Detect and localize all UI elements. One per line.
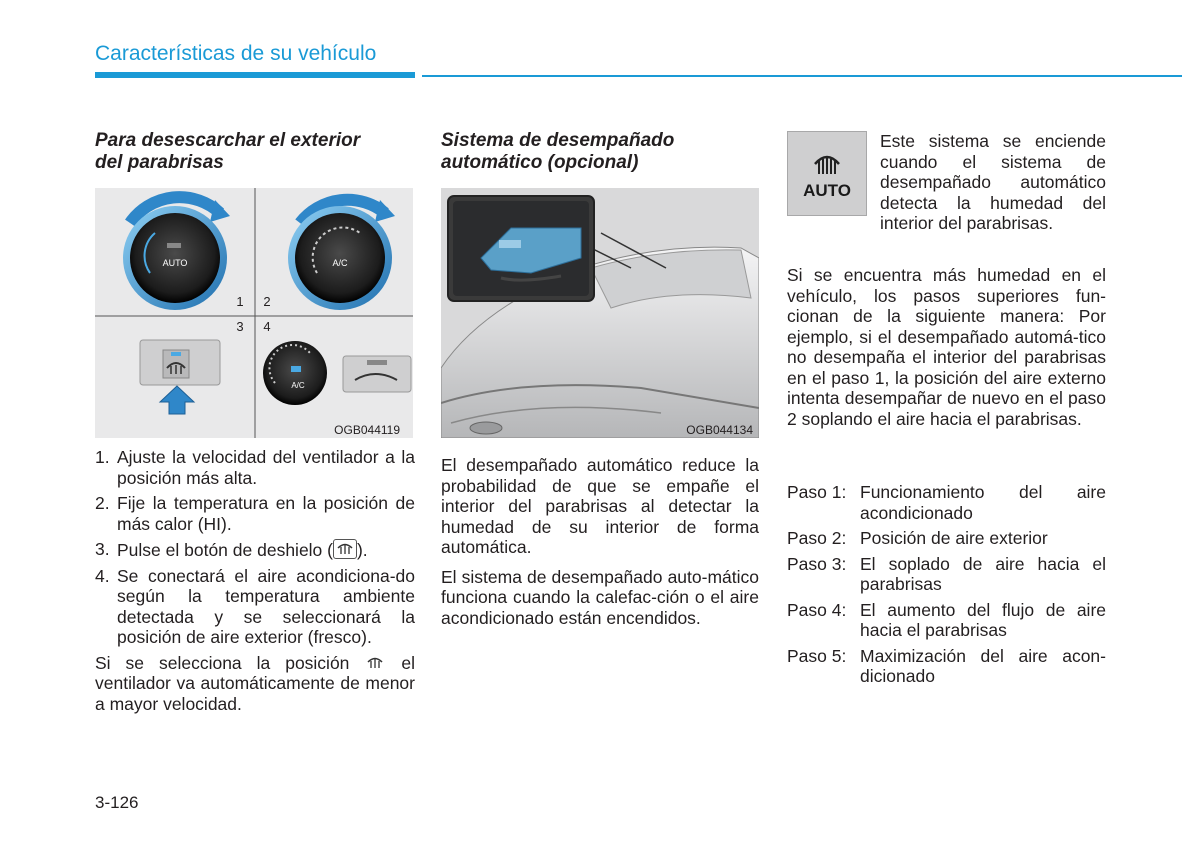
list-item: 3. Pulse el botón de deshielo ( ). bbox=[95, 539, 368, 560]
auto-label: AUTO bbox=[803, 181, 851, 200]
defrost-icon bbox=[333, 539, 357, 559]
paragraph: El sistema de desempañado auto-mático funciona cuando la calefac-ción o el aire acondicionado están encendidos. bbox=[441, 566, 759, 628]
page-number: 3-126 bbox=[95, 793, 139, 812]
defrost-note: Si se selecciona la posición el ventilador va automáticamente de menor a mayor velocidad. bbox=[95, 652, 415, 714]
figure-code: OGB044119 bbox=[334, 423, 400, 437]
knob-ac-label: A/C bbox=[332, 258, 348, 268]
page-header-title: Características de su vehículo bbox=[95, 42, 377, 65]
list-item: Paso 4: El aumento del flujo de aire hacia el parabrisas bbox=[787, 599, 1106, 640]
auto-defog-indicator bbox=[787, 131, 867, 216]
auto-defog-icon bbox=[788, 132, 866, 215]
auto-defog-description bbox=[441, 455, 759, 637]
list-item: Paso 3: El soplado de aire hacia el parabrisas bbox=[787, 553, 1106, 594]
defrost-steps bbox=[95, 447, 415, 714]
section-heading-auto-defog bbox=[441, 130, 761, 174]
list-item: 2. Fije la temperatura en la posición de más calor (HI). bbox=[95, 493, 415, 534]
figure-label-4: 4 bbox=[263, 319, 271, 334]
paragraph: El desempañado automático reduce la probabilidad de que se empañe el interior del parabrisas al detectar la humedad de su interior de forma automática. bbox=[441, 455, 759, 557]
header-rule-thick bbox=[95, 72, 415, 78]
list-item: Paso 2: Posición de aire exterior bbox=[787, 528, 1048, 548]
heading-line: del parabrisas bbox=[95, 152, 224, 173]
heading-line: Sistema de desempañado bbox=[441, 130, 675, 151]
defrost-icon bbox=[364, 654, 386, 672]
list-item: 4. Se conectará el aire acondiciona-do según la temperatura ambiente detectada y se seleccionará la posición de aire exterior (fresco). bbox=[95, 565, 415, 647]
list-item: Paso 5: Maximización del aire acon-dicionado bbox=[787, 645, 1106, 686]
steps-list bbox=[787, 482, 1106, 692]
auto-defog-intro: Este sistema se enciende cuando el sistema de desempañado automático detecta la humedad del interior del parabrisas. bbox=[880, 131, 1106, 233]
climate-controls-illustration bbox=[95, 188, 413, 438]
figure-label-2: 2 bbox=[263, 294, 271, 309]
knob-auto-label: AUTO bbox=[162, 258, 188, 268]
knob-small-ac-label: A/C bbox=[291, 381, 305, 390]
heading-line: Para desescarchar el exterior bbox=[95, 130, 361, 151]
heading-line: automático (opcional) bbox=[441, 152, 639, 173]
section-heading-defrost bbox=[95, 130, 415, 174]
figure-label-3: 3 bbox=[236, 319, 244, 334]
figure-label-1: 1 bbox=[236, 294, 244, 309]
header-rule-thin bbox=[422, 75, 1182, 77]
car-illustration bbox=[441, 188, 759, 438]
list-item: 1. Ajuste la velocidad del ventilador a la posición más alta. bbox=[95, 447, 415, 488]
list-item: Paso 1: Funcionamiento del aire acondicionado bbox=[787, 482, 1106, 523]
humidity-paragraph: Si se encuentra más humedad en el vehículo, los pasos superiores fun-cionan de la siguiente manera: Por ejemplo, si el desempañado automá-tico no desempaña el interior del parabrisas en el paso 1, la posición del aire externo intenta desempañar de nuevo en el paso 2 soplando el aire hacia el parabrisas. bbox=[787, 265, 1106, 429]
figure-car-windshield bbox=[441, 188, 759, 438]
figure-climate-controls bbox=[95, 188, 413, 438]
figure-code: OGB044134 bbox=[686, 423, 753, 437]
